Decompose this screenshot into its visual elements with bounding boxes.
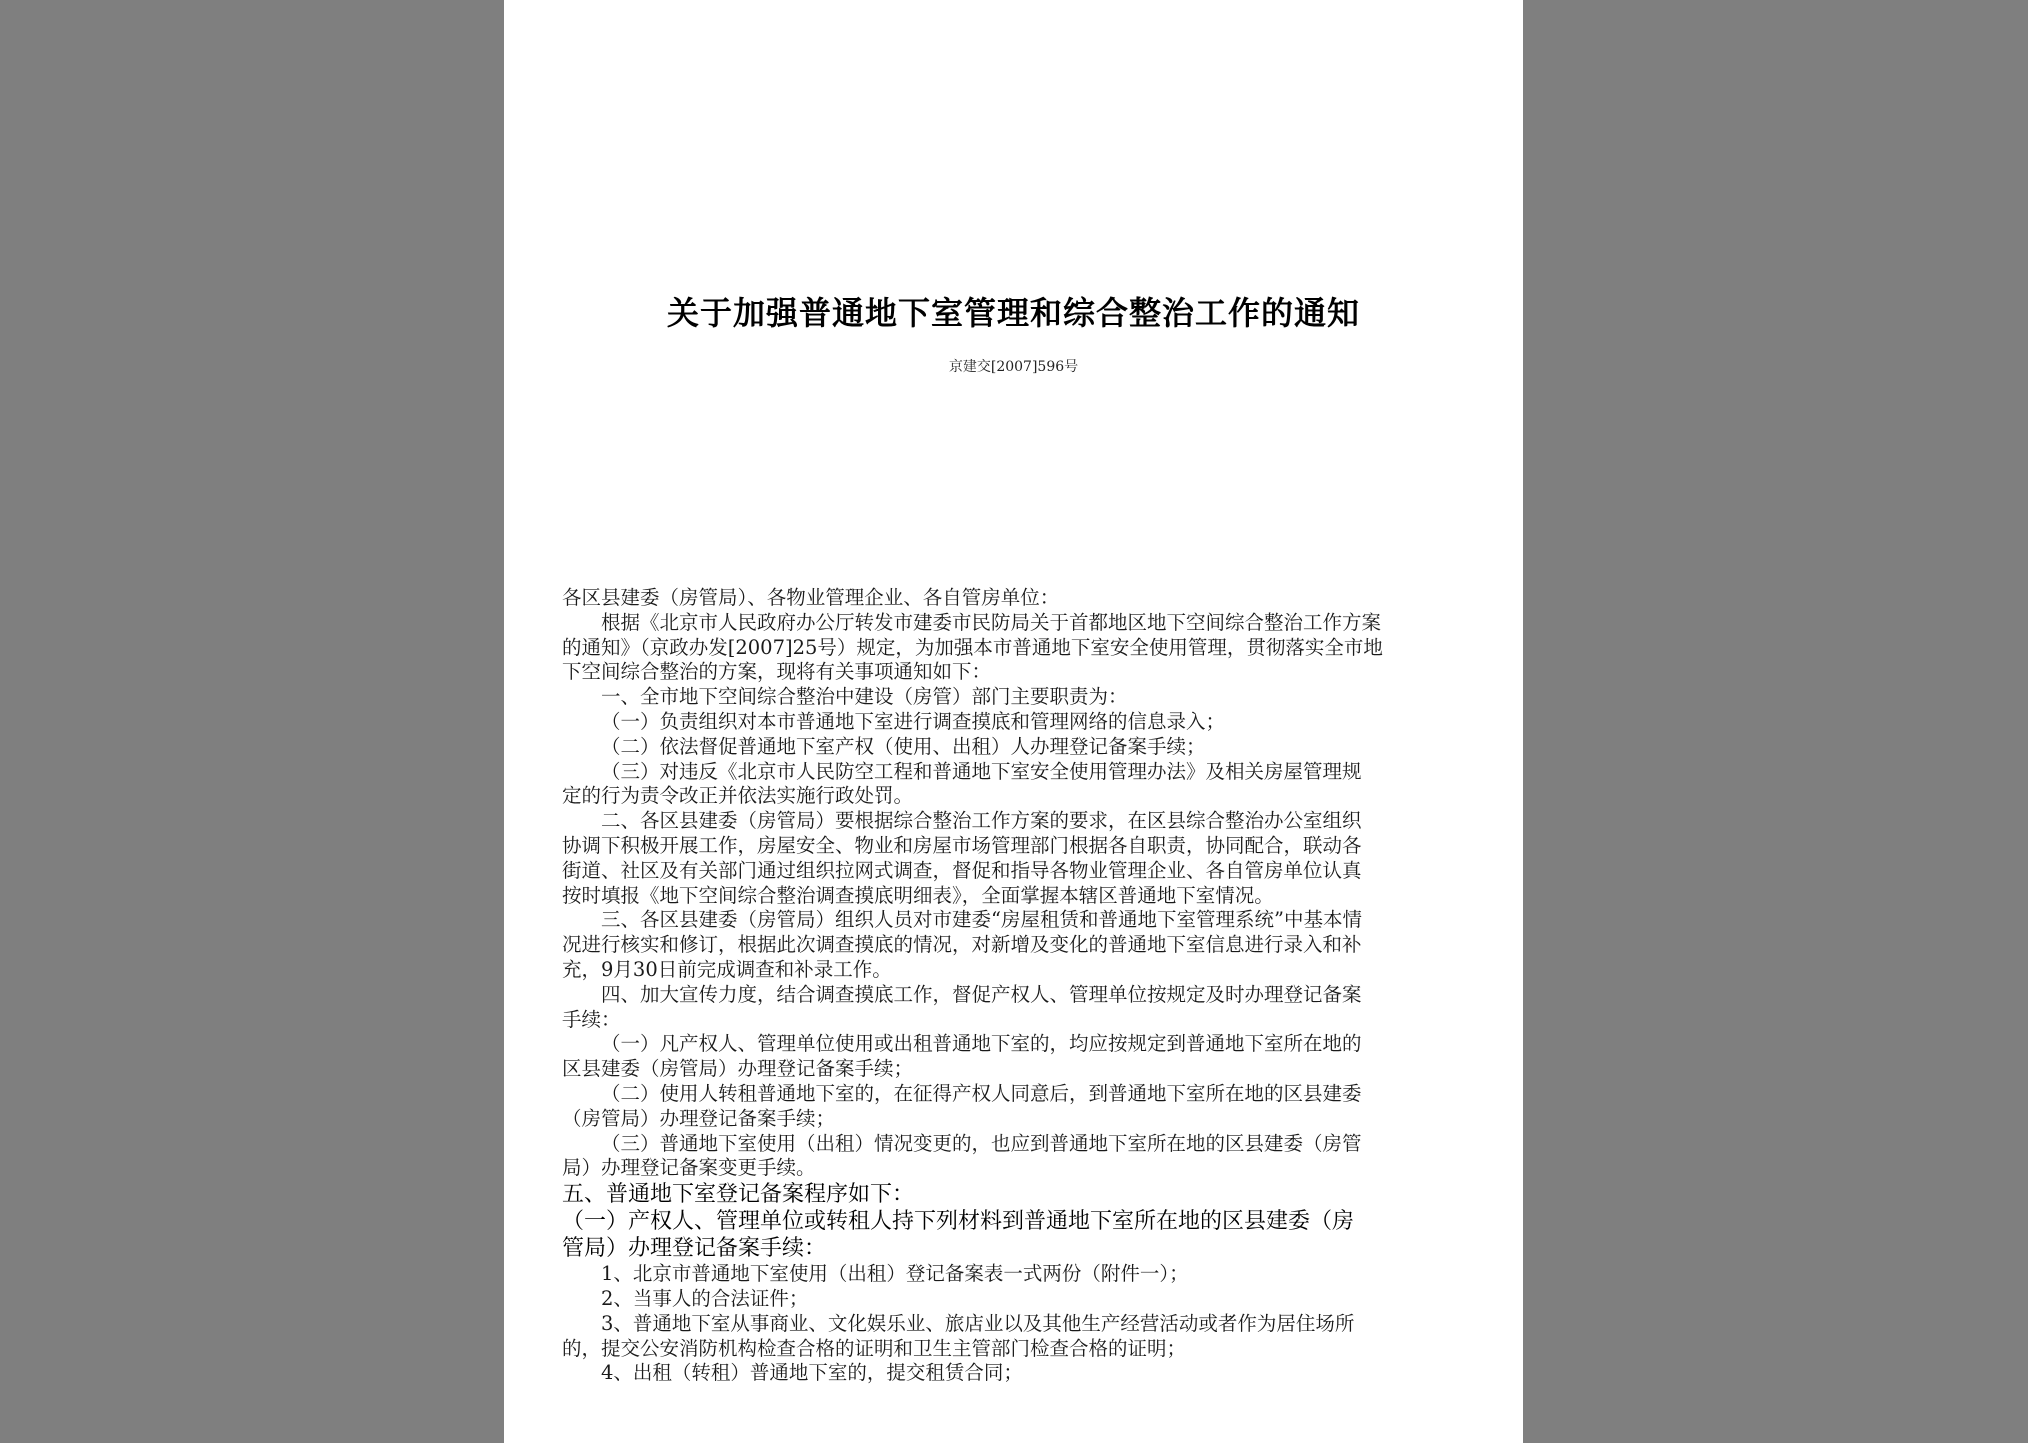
paragraph-line: 的通知》（京政办发[2007]25号）规定，为加强本市普通地下室安全使用管理，贯彻落实全市地 xyxy=(562,635,1383,659)
paragraph-line: （一）凡产权人、管理单位使用或出租普通地下室的，均应按规定到普通地下室所在地的 xyxy=(601,1032,1362,1056)
paragraph-line: 充，9月30日前完成调查和补录工作。 xyxy=(562,957,892,981)
paragraph-line: （二）依法督促普通地下室产权（使用、出租）人办理登记备案手续； xyxy=(601,734,1206,758)
document-body xyxy=(562,586,1467,1386)
paragraph-line: （一）负责组织对本市普通地下室进行调查摸底和管理网络的信息录入； xyxy=(601,709,1226,733)
paragraph-line: 况进行核实和修订，根据此次调查摸底的情况，对新增及变化的普通地下室信息进行录入和补 xyxy=(562,933,1362,957)
paragraph-line: 管局）办理登记备案手续： xyxy=(562,1236,827,1262)
section-heading: 二、各区县建委（房管局）要根据综合整治工作方案的要求，在区县综合整治办公室组织 xyxy=(601,809,1362,833)
paragraph-line: （一）产权人、管理单位或转租人持下列材料到普通地下室所在地的区县建委（房 xyxy=(562,1209,1355,1235)
document-number: 京建交[2007]596号 xyxy=(948,359,1079,375)
paragraph-line: 协调下积极开展工作，房屋安全、物业和房屋市场管理部门根据各自职责，协同配合，联动各 xyxy=(562,833,1362,857)
paragraph-line: 街道、社区及有关部门通过组织拉网式调查，督促和指导各物业管理企业、各自管房单位认真 xyxy=(562,858,1362,882)
paragraph-line: 定的行为责令改正并依法实施行政处罚。 xyxy=(562,784,914,808)
section-heading: 四、加大宣传力度，结合调查摸底工作，督促产权人、管理单位按规定及时办理登记备案 xyxy=(601,982,1362,1006)
paragraph-line: 根据《北京市人民政府办公厅转发市建委市民防局关于首都地区地下空间综合整治工作方案 xyxy=(601,610,1382,634)
paragraph-line: 的，提交公安消防机构检查合格的证明和卫生主管部门检查合格的证明； xyxy=(562,1336,1187,1360)
list-item: 2、当事人的合法证件； xyxy=(601,1286,809,1310)
paragraph-line: 区县建委（房管局）办理登记备案手续； xyxy=(562,1057,914,1081)
section-heading: 一、全市地下空间综合整治中建设（房管）部门主要职责为： xyxy=(601,685,1128,709)
paragraph-line: 手续： xyxy=(562,1007,621,1031)
list-item: 4、出租（转租）普通地下室的，提交租赁合同； xyxy=(601,1361,1023,1385)
addressee-line: 各区县建委（房管局）、各物业管理企业、各自管房单位： xyxy=(562,586,1060,609)
section-heading: 五、普通地下室登记备案程序如下： xyxy=(562,1182,915,1208)
paragraph-line: （二）使用人转租普通地下室的，在征得产权人同意后，到普通地下室所在地的区县建委 xyxy=(601,1081,1362,1105)
paragraph-line: （三）普通地下室使用（出租）情况变更的，也应到普通地下室所在地的区县建委（房管 xyxy=(601,1131,1362,1155)
paragraph-line: （房管局）办理登记备案手续； xyxy=(562,1106,836,1130)
list-item: 1、北京市普通地下室使用（出租）登记备案表一式两份（附件一）； xyxy=(601,1262,1189,1286)
document-title: 关于加强普通地下室管理和综合整治工作的通知 xyxy=(666,294,1360,332)
section-heading: 三、各区县建委（房管局）组织人员对市建委“房屋租赁和普通地下室管理系统”中基本情 xyxy=(601,908,1362,932)
paragraph-line: 按时填报《地下空间综合整治调查摸底明细表》，全面掌握本辖区普通地下室情况。 xyxy=(562,883,1274,907)
paragraph-line: （三）对违反《北京市人民防空工程和普通地下室安全使用管理办法》及相关房屋管理规 xyxy=(601,759,1362,783)
list-item: 3、普通地下室从事商业、文化娱乐业、旅店业以及其他生产经营活动或者作为居住场所 xyxy=(601,1311,1355,1335)
paragraph-line: 局）办理登记备案变更手续。 xyxy=(562,1156,816,1180)
document-page xyxy=(504,0,1523,1443)
paragraph-line: 下空间综合整治的方案，现将有关事项通知如下： xyxy=(562,660,992,684)
